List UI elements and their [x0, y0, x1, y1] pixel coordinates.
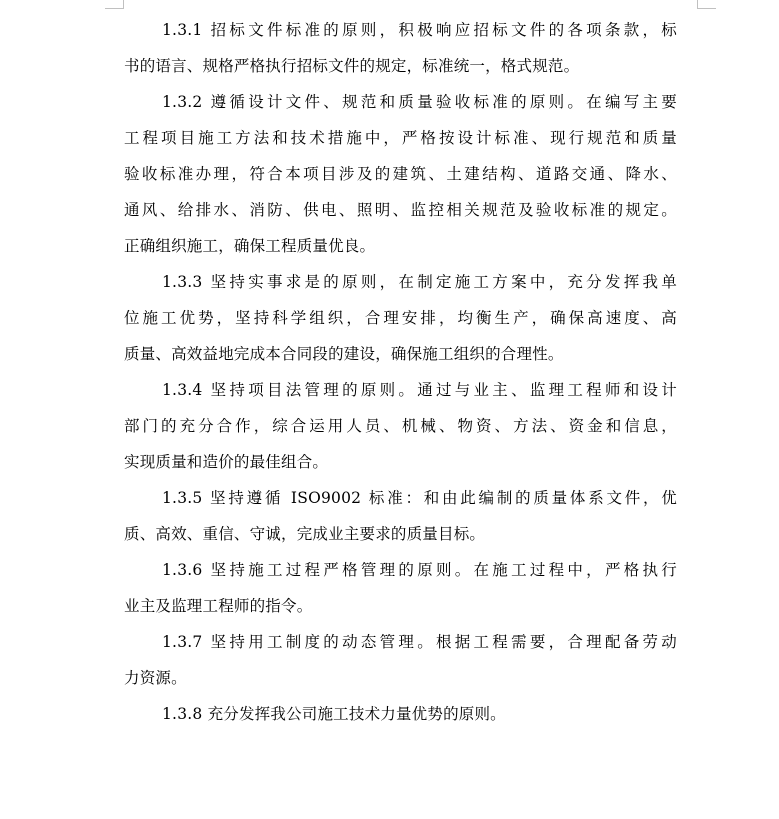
paragraph-1-3-7 [124, 624, 677, 696]
crop-mark-top-left [105, 0, 124, 9]
text-line: 1.3.4 坚持项目法管理的原则。通过与业主、监理工程师和设计 [162, 381, 677, 399]
text-line: 工程项目施工方法和技术措施中，严格按设计标准、现行规范和质量 [124, 129, 677, 147]
text-line: 位施工优势，坚持科学组织，合理安排，均衡生产，确保高速度、高 [124, 309, 677, 327]
text-line: 1.3.3 坚持实事求是的原则，在制定施工方案中，充分发挥我单 [162, 273, 677, 291]
text-line: 力资源。 [124, 669, 187, 687]
text-line: 1.3.5 坚持遵循 ISO9002 标准：和由此编制的质量体系文件，优 [162, 489, 677, 507]
paragraph-1-3-6 [124, 552, 677, 624]
text-line: 书的语言、规格严格执行招标文件的规定，标准统一，格式规范。 [124, 57, 580, 75]
text-line: 1.3.2 遵循设计文件、规范和质量验收标准的原则。在编写主要 [162, 93, 677, 111]
text-line: 1.3.7 坚持用工制度的动态管理。根据工程需要，合理配备劳动 [162, 633, 677, 651]
document-body [124, 12, 677, 732]
paragraph-1-3-5 [124, 480, 677, 552]
paragraph-1-3-8 [124, 696, 677, 732]
text-line: 1.3.8 充分发挥我公司施工技术力量优势的原则。 [162, 705, 506, 723]
text-line: 部门的充分合作，综合运用人员、机械、物资、方法、资金和信息， [124, 417, 677, 435]
crop-mark-top-right [697, 0, 716, 9]
paragraph-1-3-4 [124, 372, 677, 480]
paragraph-1-3-1 [124, 12, 677, 84]
paragraph-1-3-2 [124, 84, 677, 264]
text-line: 1.3.1 招标文件标准的原则，积极响应招标文件的各项条款，标 [162, 21, 677, 39]
text-line: 1.3.6 坚持施工过程严格管理的原则。在施工过程中，严格执行 [162, 561, 677, 579]
text-line: 验收标准办理，符合本项目涉及的建筑、土建结构、道路交通、降水、 [124, 165, 677, 183]
text-line: 质、高效、重信、守诚，完成业主要求的质量目标。 [124, 525, 486, 543]
paragraph-1-3-3 [124, 264, 677, 372]
text-line: 正确组织施工，确保工程质量优良。 [124, 237, 376, 255]
text-line: 质量、高效益地完成本合同段的建设，确保施工组织的合理性。 [124, 345, 564, 363]
text-line: 业主及监理工程师的指令。 [124, 597, 313, 615]
text-line: 通风、给排水、消防、供电、照明、监控相关规范及验收标准的规定。 [124, 201, 677, 219]
text-line: 实现质量和造价的最佳组合。 [124, 453, 329, 471]
